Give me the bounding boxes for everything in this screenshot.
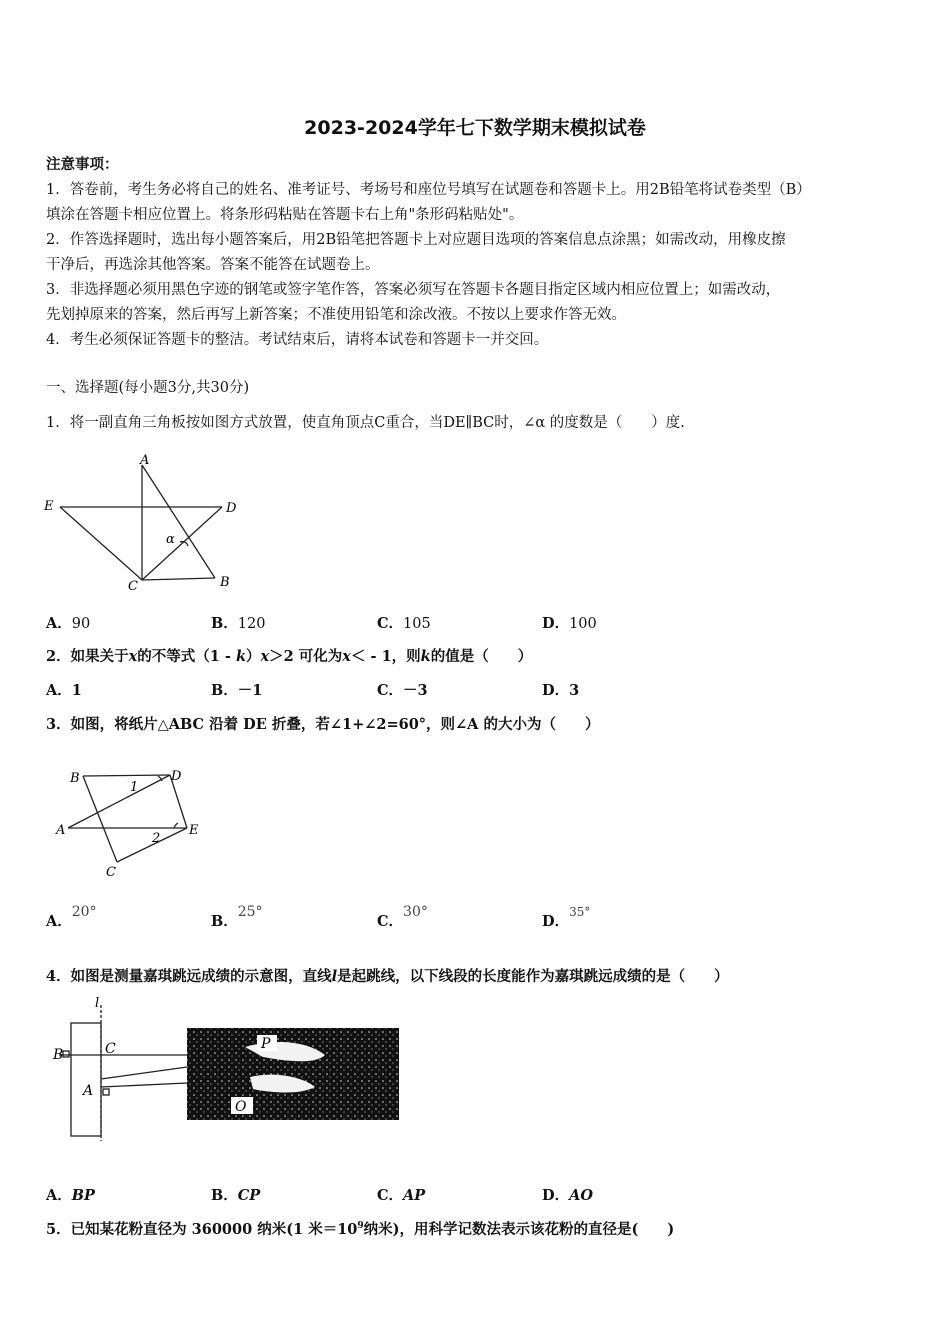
notice-line: 3．非选择题必须用黑色字迹的钢笔或签字笔作答，答案必须写在答题卡各题目指定区域内相应位置上；如需改动， [46,282,781,298]
option: C．105 [377,615,431,632]
label-b: B [70,771,80,786]
label-c: C [106,865,116,880]
question-4-figure [45,995,405,1145]
label-e: E [44,499,54,514]
label-2: 2 [152,831,161,846]
option: C．－3 [377,682,428,699]
label-o: O [235,1099,247,1115]
label-alpha: α [166,532,175,547]
option: A．BP [46,1187,95,1204]
option: D．3 [542,682,580,699]
notice-line: 2．作答选择题时，选出每小题答案后，用2B铅笔把答题卡上对应题目选项的答案信息点涂黑；如需改动，用橡皮擦 [46,232,786,248]
option: A．1 [46,682,82,699]
option: B．－1 [211,682,263,699]
label-c: C [128,579,138,594]
label-a: A [140,453,150,468]
section-heading: 一、选择题(每小题3分,共30分) [46,380,250,396]
label-c: C [105,1041,116,1057]
question-2-stem: 2．如果关于x的不等式（1 - k）x＞2 可化为x＜ - 1，则k的值是（ ） [46,648,533,665]
option: D．100 [542,615,597,632]
option: D．AO [542,1187,593,1204]
label-d: D [226,501,237,516]
question-1-stem: 1．将一副直角三角板按如图方式放置，使直角顶点C重合，当DE∥BC时，∠α 的度数是（ ）度. [46,415,685,431]
question-3-stem: 3．如图，将纸片△ABC 沿着 DE 折叠，若∠1+∠2=60°，则∠A 的大小为（ ） [46,716,600,733]
label-b: B [53,1047,64,1063]
notice-line: 1．答卷前，考生务必将自己的姓名、准考证号、考场号和座位号填写在试题卷和答题卡上。用2B铅笔将试卷类型（B） [46,182,811,198]
notice-line: 先划掉原来的答案，然后再写上新答案；不准使用铅笔和涂改液。不按以上要求作答无效。 [46,307,626,323]
question-4-stem: 4．如图是测量嘉琪跳远成绩的示意图，直线l是起跳线，以下线段的长度能作为嘉琪跳远成绩的是（ ） [46,968,729,985]
notice-line: 干净后，再选涂其他答案。答案不能答在试题卷上。 [46,257,380,273]
question-3-figure [50,762,210,882]
option: B．120 [211,615,266,632]
label-1: 1 [130,780,139,795]
option: A．90 [46,615,91,632]
option: A．20° [46,904,97,930]
question-1-figure [40,450,250,595]
label-d: D [171,769,182,784]
option: B．25° [211,904,263,930]
label-a: A [56,823,66,838]
option: B．CP [211,1187,261,1204]
page-title: 2023-2024学年七下数学期末模拟试卷 [304,117,646,139]
label-l: l [95,996,100,1011]
question-5-stem: 5．已知某花粉直径为 360000 纳米(1 米$=10^9$纳米)，用科学记数法表示该花粉的直径是( ) [46,1221,675,1238]
notice-line: 填涂在答题卡相应位置上。将条形码粘贴在答题卡右上角"条形码粘贴处"。 [46,207,524,223]
label-a: A [83,1083,94,1099]
notice-line: 4．考生必须保证答题卡的整洁。考试结束后，请将本试卷和答题卡一并交回。 [46,332,549,348]
option: C．AP [377,1187,426,1204]
option: D．$^{35^\circ}$ [542,905,591,930]
option: C．30° [377,904,428,930]
label-p: P [261,1036,271,1052]
notice-heading: 注意事项： [46,156,119,173]
label-e: E [189,823,199,838]
label-b: B [220,575,230,590]
